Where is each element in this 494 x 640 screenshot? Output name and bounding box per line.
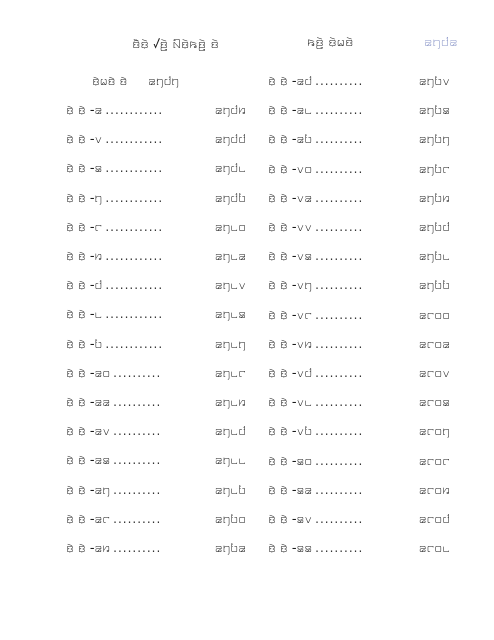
toc-entry-page-number: ꤁꤄꤈꤈	[214, 453, 246, 469]
toc-entry[interactable]	[66, 337, 246, 353]
toc-entry-page-number: ꤁꤄꤇꤉	[214, 190, 246, 206]
toc-entry-leader: ..........	[113, 424, 162, 439]
toc-entry[interactable]	[268, 162, 450, 178]
page-number: ꤁꤄꤇꤁	[424, 34, 458, 50]
toc-entry[interactable]	[66, 161, 246, 177]
toc-entry-label: ꤢꤧ꤫ ꤢꤧ꤫ -꤃	[66, 161, 103, 177]
toc-entry-label: ꤢꤧ꤫ ꤢꤧ꤫ -꤁꤆	[66, 541, 111, 556]
toc-entry-label: ꤢꤧ꤫ ꤢꤧ꤫ -꤃꤁	[268, 482, 313, 498]
toc-entry-page-number: ꤁꤄꤈꤅	[214, 365, 246, 381]
toc-entry-page-number: ꤁꤄꤈꤀	[214, 219, 246, 235]
toc-entry-page-number: ꤁꤅꤀꤇	[418, 512, 450, 527]
toc-entry-leader: ..........	[315, 307, 364, 322]
toc-entry[interactable]	[66, 278, 246, 294]
toc-entry-label: ꤢꤧ꤫ ꤢꤧ꤫ -꤇	[66, 278, 103, 294]
toc-entry-page-number: ꤁꤅꤀꤄	[418, 424, 450, 440]
toc-entry-leader: ..........	[315, 220, 364, 234]
toc-entry-label: ꤢꤧ꤫ ꤢꤧ꤫ -꤁꤈	[268, 103, 313, 119]
toc-entry-label: ꤢꤧ꤫ ꤢꤧ꤫ -꤂꤅	[268, 307, 313, 323]
toc-entry-page-number: ꤁꤄꤉꤆	[418, 190, 450, 206]
toc-entry-page-number: ꤁꤄꤈꤂	[214, 278, 246, 294]
toc-entry[interactable]	[66, 483, 246, 499]
toc-entry[interactable]	[66, 453, 246, 469]
toc-entry-leader: ..........	[315, 249, 364, 264]
toc-entry-label: ꤢꤧ꤫ ꤢꤧ꤫ -꤂꤀	[268, 161, 313, 177]
toc-entry-page-number: ꤁꤄꤉꤈	[418, 249, 450, 265]
toc-entry-leader: ..........	[315, 482, 364, 497]
toc-entry-label: ꤢꤧ꤫ ꤢꤧ꤫ -꤅	[66, 219, 103, 235]
toc-entry[interactable]	[268, 249, 450, 265]
toc-entry-page-number: ꤁꤄꤉꤅	[418, 161, 450, 177]
toc-entry-leader: ..........	[315, 278, 364, 293]
toc-entry-page-number: ꤁꤄꤇꤆	[214, 103, 246, 118]
toc-entry-leader: ..........	[315, 366, 364, 380]
toc-entry-page-number: ꤁꤅꤀꤈	[418, 541, 450, 557]
toc-entry[interactable]	[268, 483, 450, 499]
toc-entry-leader: ..........	[113, 395, 162, 409]
toc-entry-label: ꤢꤧ꤫ ꤢꤧ꤫ -꤂꤂	[268, 220, 313, 235]
toc-entry-leader: ..........	[315, 395, 364, 410]
toc-entry[interactable]	[66, 103, 246, 119]
toc-entry[interactable]	[268, 132, 450, 148]
toc-entry-leader: ............	[105, 103, 164, 117]
toc-entry-leader: ..........	[315, 453, 364, 468]
toc-entry-leader: ..........	[315, 541, 364, 556]
toc-entry[interactable]	[268, 103, 450, 119]
toc-entry-page-number: ꤁꤄꤈꤉	[214, 482, 246, 498]
toc-entry-label: ꤢꤧ꤫ ꤢꤧ꤫ -꤂꤆	[268, 336, 313, 352]
toc-entry-page-number: ꤁꤅꤀꤂	[418, 366, 450, 381]
toc-entry[interactable]	[268, 366, 450, 382]
toc-entry-leader: ..........	[315, 336, 364, 351]
toc-entry[interactable]	[268, 308, 450, 324]
toc-entry-leader: ..........	[315, 190, 364, 205]
toc-entry-label: ꤢꤧ꤫ ꤢꤧ꤫ -꤂꤇	[268, 366, 313, 381]
book-title: ꤢꤧꤨꤢꤧ꤫ ꤶꤢꤧ꤬ ꤡꤢꤧ꤫ꤒꤢꤧ꤬ ꤢꤧ	[132, 36, 219, 52]
toc-entry-page-number: ꤁꤄꤈꤁	[214, 249, 246, 264]
toc-entry[interactable]	[268, 454, 450, 470]
toc-entry-leader: ..........	[113, 365, 162, 380]
toc-entry-label: ꤢꤧ꤫ ꤢꤧ꤫ -꤁꤃	[66, 453, 111, 469]
toc-entry-leader: ..........	[315, 132, 364, 147]
toc-entry[interactable]	[66, 191, 246, 207]
toc-entry-leader: ..........	[315, 161, 364, 176]
toc-entry-page-number: ꤁꤄꤉꤂	[418, 74, 450, 89]
toc-entry-label: ꤢꤧ꤫ ꤢꤧ꤫ -꤂	[66, 132, 103, 148]
toc-entry-label: ꤢꤧ꤫ ꤢꤧ꤫ -꤁꤇	[268, 74, 313, 89]
toc-entry-label: ꤢꤧ꤫ ꤢꤧ꤫ -꤆	[66, 249, 103, 264]
toc-entry-leader: ..........	[113, 453, 162, 468]
toc-entry-leader: ..........	[113, 541, 162, 555]
toc-entry[interactable]	[66, 424, 246, 440]
toc-entry-leader: ............	[105, 336, 164, 351]
toc-entry-leader: ............	[105, 190, 164, 205]
toc-entry-label: ꤢꤧ꤫ ꤢꤧ꤫ -꤂꤁	[268, 190, 313, 206]
page-header	[0, 30, 494, 54]
toc-entry-label: ꤢꤧ꤫ ꤢꤧ꤫ -꤂꤃	[268, 249, 313, 265]
toc-entry-page-number: ꤁꤄꤇꤈	[214, 161, 246, 177]
toc-entry[interactable]	[268, 424, 450, 440]
toc-entry-page-number: ꤁꤅꤀꤁	[418, 336, 450, 352]
toc-entry-page-number: ꤁꤄꤉꤃	[418, 103, 450, 119]
toc-entry-page-number: ꤁꤅꤀꤅	[418, 453, 450, 469]
toc-entry-label: ꤢꤧ꤫ ꤢꤧ꤫ -꤂꤈	[268, 395, 313, 411]
toc-entry-page-number: ꤁꤅꤀꤃	[418, 395, 450, 411]
toc-entry[interactable]	[66, 220, 246, 236]
toc-heading	[92, 74, 179, 89]
toc-entry-page-number: ꤁꤄꤈꤃	[214, 307, 246, 323]
toc-heading-label: ꤢꤧ꤫ꤗꤢꤧ ꤢꤧ	[92, 74, 128, 89]
toc-entry-label: ꤢꤧ꤫ ꤢꤧ꤫ -꤃꤀	[268, 453, 313, 469]
toc-entry[interactable]	[268, 278, 450, 294]
toc-entry[interactable]	[268, 220, 450, 236]
toc-heading-number: ꤁꤄꤇꤄	[148, 74, 180, 89]
toc-entry[interactable]	[268, 395, 450, 411]
toc-entry[interactable]	[66, 132, 246, 148]
toc-entry-leader: ............	[105, 278, 164, 293]
toc-entry-label: ꤢꤧ꤫ ꤢꤧ꤫ -꤃꤂	[268, 512, 313, 527]
toc-entry[interactable]	[268, 191, 450, 207]
toc-entry[interactable]	[268, 541, 450, 557]
toc-entry-leader: ............	[105, 161, 164, 176]
toc-entry-label: ꤢꤧ꤫ ꤢꤧ꤫ -꤁꤂	[66, 424, 111, 440]
toc-entry-label: ꤢꤧ꤫ ꤢꤧ꤫ -꤃꤃	[268, 541, 313, 557]
toc-entry-label: ꤢꤧ꤫ ꤢꤧ꤫ -꤉	[66, 336, 103, 352]
toc-entry-label: ꤢꤧ꤫ ꤢꤧ꤫ -꤁	[66, 103, 103, 118]
toc-entry-page-number: ꤁꤄꤇꤇	[214, 132, 246, 148]
toc-entry[interactable]	[268, 512, 450, 528]
toc-entry[interactable]	[66, 395, 246, 411]
toc-entry-page-number: ꤁꤄꤉꤄	[418, 132, 450, 148]
toc-entry[interactable]	[66, 249, 246, 265]
toc-entry-label: ꤢꤧ꤫ ꤢꤧ꤫ -꤁꤀	[66, 365, 111, 381]
toc-entry-leader: ............	[105, 219, 164, 234]
toc-entry[interactable]	[66, 512, 246, 528]
toc-entry[interactable]	[66, 307, 246, 323]
toc-entry-label: ꤢꤧ꤫ ꤢꤧ꤫ -꤁꤄	[66, 482, 111, 498]
toc-entry-leader: ..........	[315, 103, 364, 118]
toc-entry-leader: ..........	[315, 512, 364, 526]
toc-entry-page-number: ꤁꤅꤀꤀	[418, 307, 450, 323]
toc-entry-page-number: ꤁꤄꤉꤇	[418, 220, 450, 235]
toc-entry-page-number: ꤁꤅꤀꤆	[418, 482, 450, 498]
toc-entry-label: ꤢꤧ꤫ ꤢꤧ꤫ -꤂꤉	[268, 424, 313, 440]
toc-entry-label: ꤢꤧ꤫ ꤢꤧ꤫ -꤁꤁	[66, 395, 111, 410]
toc-entry-leader: ..........	[315, 74, 364, 88]
toc-entry-label: ꤢꤧ꤫ ꤢꤧ꤫ -꤂꤄	[268, 278, 313, 294]
toc-entry[interactable]	[268, 74, 450, 90]
toc-entry-page-number: ꤁꤄꤈꤇	[214, 424, 246, 440]
toc-entry-page-number: ꤁꤄꤈꤆	[214, 395, 246, 410]
toc-entry-leader: ............	[105, 249, 164, 263]
toc-entry-leader: ............	[105, 132, 164, 147]
toc-entry-page-number: ꤁꤄꤉꤀	[214, 511, 246, 527]
toc-entry-page-number: ꤁꤄꤈꤄	[214, 336, 246, 352]
toc-entry-leader: ..........	[315, 424, 364, 439]
toc-entry-label: ꤢꤧ꤫ ꤢꤧ꤫ -꤈	[66, 307, 103, 323]
toc-entry[interactable]	[268, 337, 450, 353]
toc-entry-page-number: ꤁꤄꤉꤉	[418, 278, 450, 294]
toc-entry-leader: ..........	[113, 482, 162, 497]
section-title: ꤒꤢꤧ꤬ ꤢꤧ꤫ꤗꤢꤧ	[307, 34, 354, 50]
toc-entry[interactable]	[66, 541, 246, 557]
toc-entry[interactable]	[66, 366, 246, 382]
toc-entry-label: ꤢꤧ꤫ ꤢꤧ꤫ -꤄	[66, 190, 103, 206]
toc-entry-page-number: ꤁꤄꤉꤁	[214, 541, 246, 556]
toc-entry-label: ꤢꤧ꤫ ꤢꤧ꤫ -꤁꤉	[268, 132, 313, 148]
toc-entry-leader: ............	[105, 307, 164, 322]
toc-entry-label: ꤢꤧ꤫ ꤢꤧ꤫ -꤁꤅	[66, 511, 111, 527]
toc-entry-leader: ..........	[113, 511, 162, 526]
